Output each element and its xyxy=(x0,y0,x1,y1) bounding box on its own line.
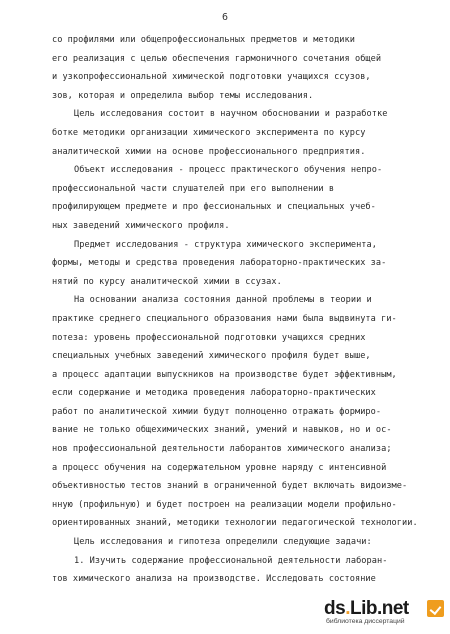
text-line: Цель исследования состоит в научном обосновании и разработке xyxy=(74,109,388,120)
text-line: На основании анализа состояния данной проблемы в теории и xyxy=(74,295,372,306)
text-line: его реализация с целью обеспечения гармоничного сочетания общей xyxy=(52,53,382,64)
watermark-subtitle: библиотека диссертаций xyxy=(326,618,405,625)
text-line: ботке методики организации химического эксперимента по курсу xyxy=(52,127,366,138)
text-line: объективностью тестов знаний в ограниченной будет включать видоизме- xyxy=(52,481,408,492)
dslib-watermark[interactable] xyxy=(324,598,444,626)
text-line: ных заведений химического профиля. xyxy=(52,220,230,231)
text-line: ориентированных знаний, методики технологии педагогической технологии. xyxy=(52,518,418,529)
text-line: вание не только общехимических знаний, умений и навыков, но и ос- xyxy=(52,425,392,436)
text-line: нятий по курсу аналитической химии в ссузах. xyxy=(52,276,282,287)
text-line: работ по аналитической химии будут полноценно отражать формиро- xyxy=(52,406,382,417)
text-line: а процесс обучения на содержательном уровне наряду с интенсивной xyxy=(52,462,387,473)
text-line: и узкопрофессиональной химической подготовки учащихся ссузов, xyxy=(52,72,371,83)
text-line: Объект исследования - процесс практического обучения непро- xyxy=(74,165,383,176)
text-line: потеза: уровень профессиональной подготовки учащихся средних xyxy=(52,332,366,343)
text-line: 1. Изучить содержание профессиональной деятельности лаборан- xyxy=(74,555,388,566)
text-line: зов, которая и определила выбор темы исследования. xyxy=(52,90,314,101)
text-line: тов химического анализа на производстве. Исследовать состояние xyxy=(52,574,376,585)
text-line: нную (профильную) и будет построен на реализации модели профильно- xyxy=(52,499,397,510)
text-line: если содержание и методика проведения лабораторно-практических xyxy=(52,388,376,399)
watermark-tld: .net xyxy=(376,598,409,619)
watermark-logo xyxy=(324,598,409,620)
checkmark-badge-icon xyxy=(427,600,444,617)
text-line: профессиональной части слушателей при его выполнении в xyxy=(52,183,335,194)
text-line: формы, методы и средства проведения лабораторно-практических за- xyxy=(52,258,387,269)
text-line: аналитической химии на основе профессионального предприятия. xyxy=(52,146,366,157)
text-line: а процесс адаптации выпускников на производстве будет эффективным, xyxy=(52,369,397,380)
watermark-dot: . xyxy=(345,598,350,619)
text-line: специальных учебных заведений химического профиля будет выше, xyxy=(52,351,371,362)
text-line: Цель исследования и гипотеза определили следующие задачи: xyxy=(74,537,372,548)
text-line: со профилями или общепрофессиональных предметов и методики xyxy=(52,35,355,45)
watermark-lib: Lib xyxy=(349,598,377,619)
text-line: практике среднего специального образования нами была выдвинута ги- xyxy=(52,313,397,324)
text-line: профилирующем предмете и про фессиональных и специальных учеб- xyxy=(52,202,376,213)
page-number: 6 xyxy=(221,12,229,23)
text-line: Предмет исследования - структура химического эксперимента, xyxy=(74,239,377,250)
text-line: нов профессиональной деятельности лаборантов химического анализа; xyxy=(52,444,392,455)
document-body xyxy=(52,31,430,589)
watermark-ds: ds xyxy=(324,598,346,619)
